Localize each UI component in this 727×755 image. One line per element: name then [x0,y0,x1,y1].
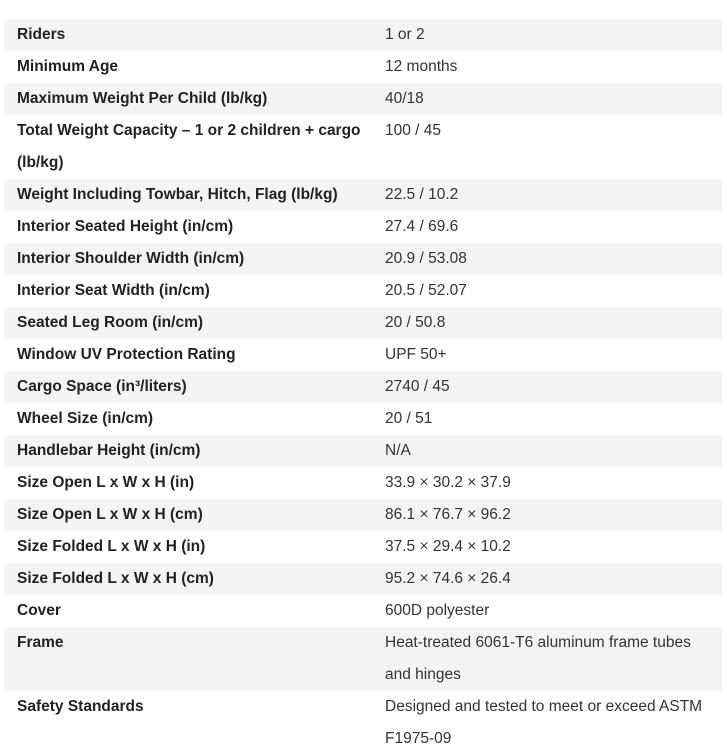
spec-value: 100 / 45 [385,122,442,139]
spec-label: Size Folded L x W x H (cm) [17,570,214,587]
spec-row [4,371,722,403]
spec-row [4,179,722,211]
specifications-table [4,19,722,755]
spec-row [4,243,722,275]
spec-row [4,627,722,691]
spec-label: Minimum Age [17,58,119,75]
spec-row [4,563,722,595]
spec-label: Cargo Space (in³/liters) [17,378,187,395]
spec-value: 20.5 / 52.07 [385,282,467,299]
spec-value: 22.5 / 10.2 [385,186,459,203]
spec-label: Frame [17,634,64,651]
spec-row [4,339,722,371]
spec-label: Safety Standards [17,698,144,715]
spec-value: N/A [385,442,411,459]
spec-value: 40/18 [385,90,424,107]
spec-label: Size Folded L x W x H (in) [17,538,206,555]
spec-row [4,595,722,627]
spec-value: 95.2 × 74.6 × 26.4 [385,570,511,587]
spec-row [4,211,722,243]
spec-label: Weight Including Towbar, Hitch, Flag (lb/kg) [17,186,338,203]
spec-value: 2740 / 45 [385,378,450,395]
spec-value: 33.9 × 30.2 × 37.9 [385,474,511,491]
spec-row [4,83,722,115]
spec-label: Total Weight Capacity – 1 or 2 children + cargo (lb/kg) [17,122,361,171]
spec-value: Designed and tested to meet or exceed ASTM F1975-09 [385,698,703,747]
spec-label: Wheel Size (in/cm) [17,410,154,427]
spec-row [4,691,722,755]
spec-value: 1 or 2 [385,26,425,43]
spec-label: Size Open L x W x H (cm) [17,506,203,523]
spec-row [4,435,722,467]
spec-value: 20.9 / 53.08 [385,250,467,267]
spec-label: Size Open L x W x H (in) [17,474,195,491]
spec-label: Interior Seat Width (in/cm) [17,282,210,299]
spec-label: Handlebar Height (in/cm) [17,442,201,459]
spec-row [4,499,722,531]
spec-row [4,403,722,435]
spec-value: 20 / 50.8 [385,314,446,331]
spec-row [4,275,722,307]
spec-value: 20 / 51 [385,410,433,427]
spec-value: 27.4 / 69.6 [385,218,459,235]
spec-label: Window UV Protection Rating [17,346,236,363]
spec-row [4,307,722,339]
spec-value: 12 months [385,58,458,75]
spec-value: 600D polyester [385,602,490,619]
spec-row [4,115,722,179]
spec-value: Heat-treated 6061-T6 aluminum frame tubes and hinges [385,634,691,683]
spec-label: Interior Seated Height (in/cm) [17,218,234,235]
spec-value: UPF 50+ [385,346,447,363]
spec-row [4,51,722,83]
spec-label: Cover [17,602,61,619]
spec-label: Maximum Weight Per Child (lb/kg) [17,90,268,107]
spec-label: Riders [17,26,66,43]
spec-label: Interior Shoulder Width (in/cm) [17,250,245,267]
spec-value: 86.1 × 76.7 × 96.2 [385,506,511,523]
spec-label: Seated Leg Room (in/cm) [17,314,204,331]
spec-value: 37.5 × 29.4 × 10.2 [385,538,511,555]
spec-row [4,19,722,51]
spec-row [4,531,722,563]
spec-row [4,467,722,499]
